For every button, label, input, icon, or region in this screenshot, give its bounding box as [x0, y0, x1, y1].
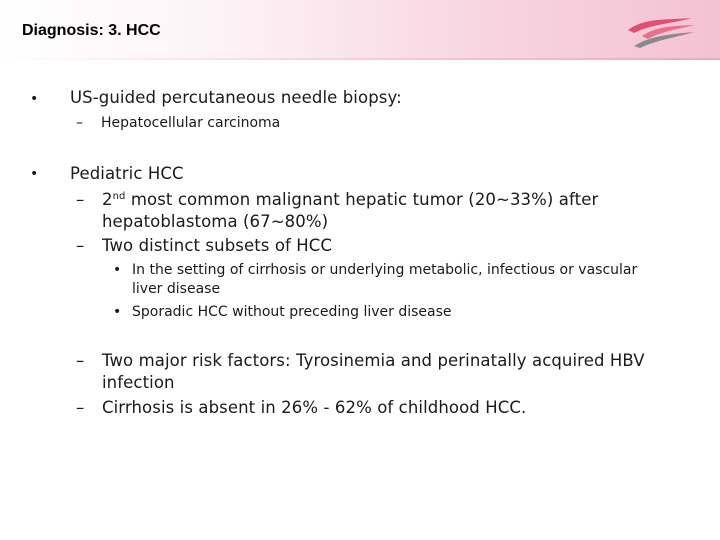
ordinal-number: 2 [102, 190, 113, 209]
item1-sub1-text: Hepatocellular carcinoma [101, 115, 281, 131]
item2-sub1-line2: hepatoblastoma (67~80%) [102, 212, 329, 231]
item2-text: Pediatric HCC [70, 164, 184, 183]
dash-item2-sub3: – [76, 351, 85, 370]
item2-sub1-line1 [102, 190, 598, 209]
item2-sub1-rest: most common malignant hepatic tumor (20~33%) after [125, 190, 599, 209]
item2-sub3-line2: infection [102, 373, 175, 392]
item1-text: US-guided percutaneous needle biopsy: [70, 88, 402, 107]
dash-item1-sub1: – [76, 115, 83, 131]
bullet-item1: • [30, 91, 39, 107]
item2-sub4-text: Cirrhosis is absent in 26% - 62% of childhood HCC. [102, 398, 527, 417]
dash-item2-sub2: – [76, 236, 85, 255]
bullet-item2: • [30, 166, 39, 182]
dash-item2-sub1: – [76, 190, 85, 209]
item2-sub2-b1-line2: liver disease [132, 281, 221, 297]
item2-sub2-b2-text: Sporadic HCC without preceding liver disease [132, 304, 452, 320]
item2-sub2-b1-line1: In the setting of cirrhosis or underlying metabolic, infectious or vascular [132, 262, 638, 278]
ordinal-suffix: nd [112, 191, 126, 202]
dash-item2-sub4: – [76, 398, 85, 417]
slide-title: Diagnosis: 3. HCC [22, 22, 161, 39]
bullet-item2-sub2-b2: • [113, 304, 122, 320]
item2-sub2-text: Two distinct subsets of HCC [102, 236, 333, 255]
item2-sub3-line1: Two major risk factors: Tyrosinemia and perinatally acquired HBV [102, 351, 645, 370]
bullet-item2-sub2-b1: • [113, 262, 122, 278]
